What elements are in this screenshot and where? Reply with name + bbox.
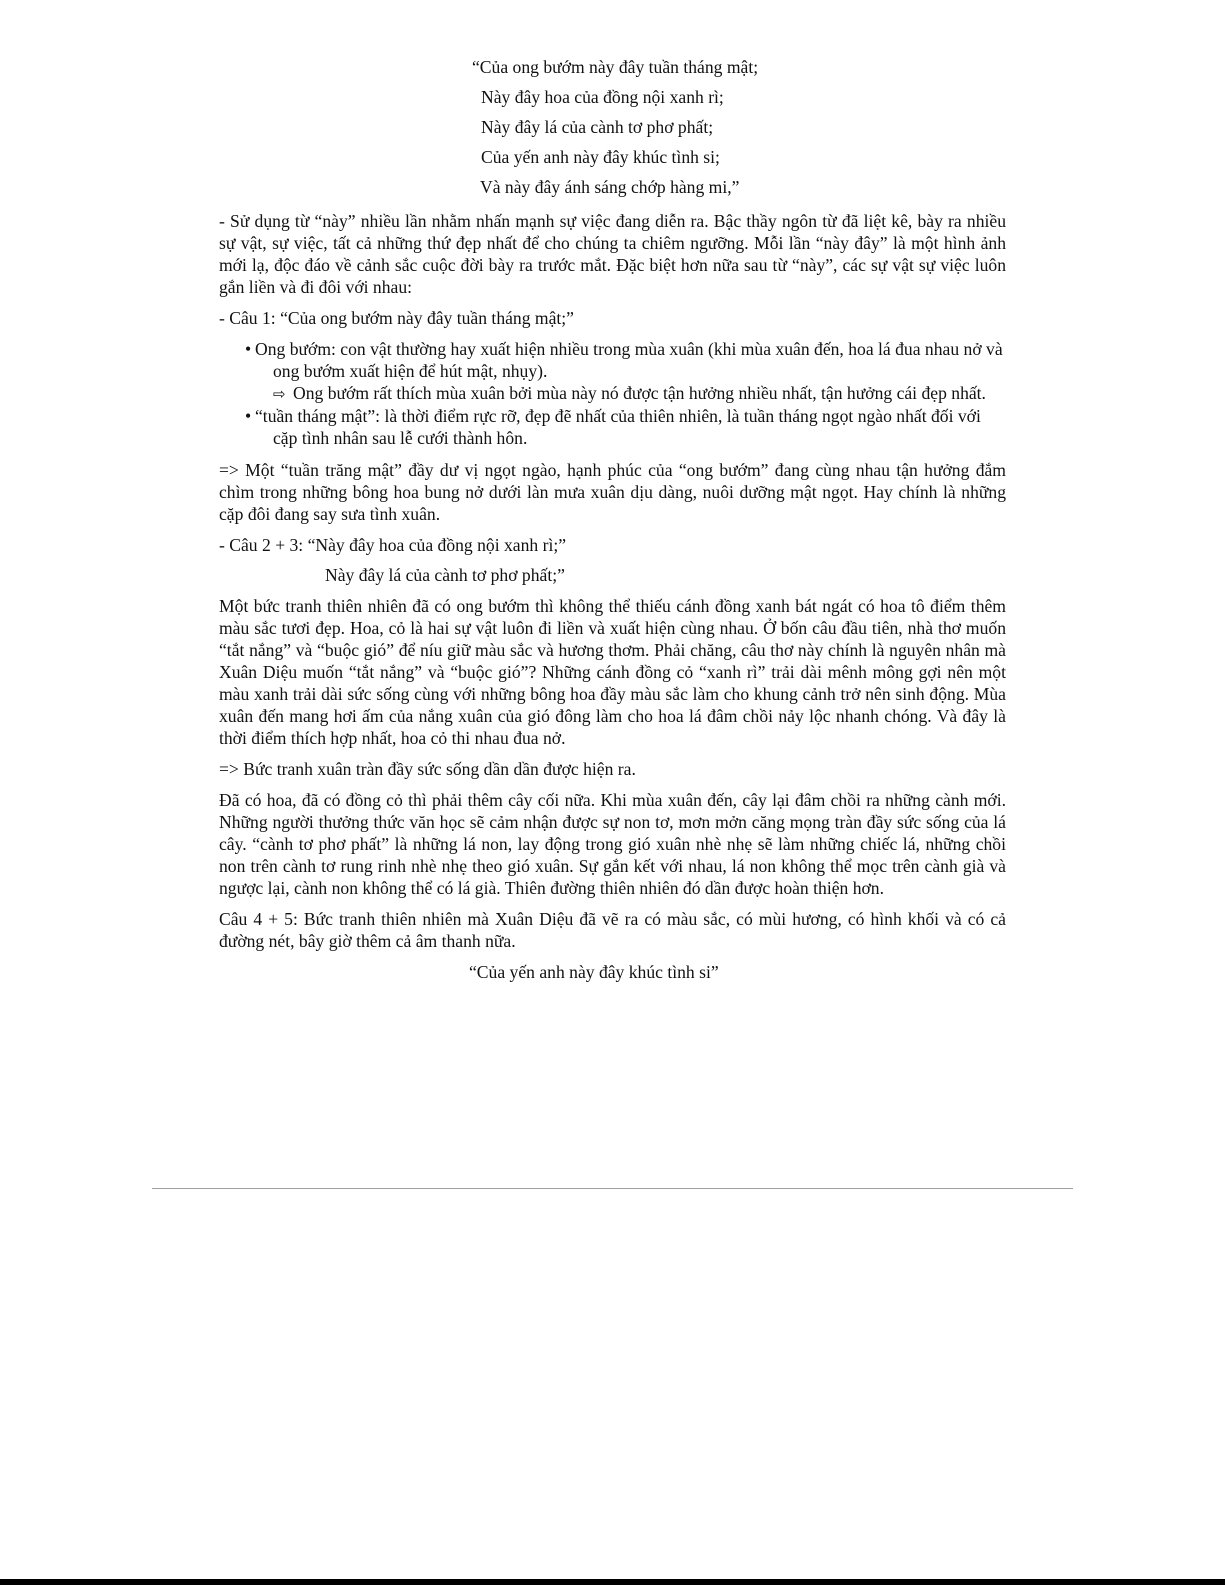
bullet-item	[245, 405, 1006, 449]
nature-picture-paragraph: Một bức tranh thiên nhiên đã có ong bướm thì không thể thiếu cánh đồng xanh bát ngát có hoa tô điểm thêm màu sắc tươi đẹp. Hoa, cỏ là hai sự vật luôn đi liền và xuất hiện cùng nhau. Ở bốn câu đầu tiên, nhà thơ muốn “tắt nắng” và “buộc gió” để níu giữ màu sắc và hương thơm. Phải chăng, câu thơ này chính là nguyên nhân mà Xuân Diệu muốn “tắt nắng” và “buộc gió”? Những cánh đồng cỏ “xanh rì” trải dài mênh mông gợi nên một màu xanh trải dài sức sống cùng với những bông hoa đầy màu sắc làm cho khung cảnh trở nên sinh động. Mùa xuân đến mang hơi ấm của nắng xuân của gió đông làm cho hoa lá đâm chồi nảy lộc nhanh chóng. Và đây là thời điểm thích hợp nhất, hoa cỏ thi nhau đua nở.	[219, 596, 1006, 748]
bullet-text: “tuần tháng mật”: là thời điểm rực rỡ, đẹp đẽ nhất của thiên nhiên, là tuần tháng ngọt ngào nhất đối với cặp tình nhân sau lễ cưới thành hôn.	[255, 406, 981, 448]
bullet-text: Ong bướm: con vật thường hay xuất hiện nhiều trong mùa xuân (khi mùa xuân đến, hoa lá đua nhau nở và ong bướm xuất hiện để hút mật, nhụy).	[255, 339, 1003, 381]
sub-bullet-text: Ong bướm rất thích mùa xuân bởi mùa này nó được tận hưởng nhiều nhất, tận hưởng cái đẹp nhất.	[293, 383, 986, 403]
poem-line: Này đây lá của cành tơ phơ phất;	[481, 117, 714, 137]
cau23-second-line: Này đây lá của cành tơ phơ phất;”	[325, 565, 565, 585]
poem-line: Của yến anh này đây khúc tình si;	[481, 147, 720, 167]
arrow-right-icon: ⇨	[273, 385, 286, 403]
page-divider	[152, 1188, 1073, 1189]
intro-paragraph: - Sử dụng từ “này” nhiều lần nhằm nhấn mạnh sự việc đang diễn ra. Bậc thầy ngôn từ đã liệt kê, bày ra nhiều sự vật, sự việc, tất cả những thứ đẹp nhất để cho chúng ta chiêm ngưỡng. Mỗi lần “này đây” là một hình ảnh mới lạ, độc đáo về cảnh sắc cuộc đời bày ra trước mắt. Đặc biệt hơn nữa sau từ “này”, các sự vật sự việc luôn gắn liền và đi đôi với nhau:	[219, 211, 1006, 297]
poem-excerpt	[219, 52, 1006, 202]
cau45-paragraph: Câu 4 + 5: Bức tranh thiên nhiên mà Xuân Diệu đã vẽ ra có màu sắc, có mùi hương, có hình khối và có cả đường nét, bây giờ thêm cả âm thanh nữa.	[219, 909, 1006, 951]
bullet-icon: •	[245, 339, 252, 359]
trees-paragraph: Đã có hoa, đã có đồng cỏ thì phải thêm cây cối nữa. Khi mùa xuân đến, cây lại đâm chồi ra những cành mới. Những người thưởng thức văn học sẽ cảm nhận được sự non tơ, mơn mởn căng mọng tràn đầy sức sống của lá cây. “cành tơ phơ phất” là những lá non, lay động trong gió xuân nhè nhẹ sẽ làm những chiếc lá, những chồi non trên cành tơ rung rinh nhè nhẹ theo gió xuân. Sự gắn kết với nhau, lá non không thể mọc trên cành già và ngược lại, cành non không thể có lá già. Thiên đường thiên nhiên đó dần được hoàn thiện hơn.	[219, 790, 1006, 898]
poem-line: Và này đây ánh sáng chớp hàng mi,”	[480, 177, 740, 197]
document-page	[219, 52, 1006, 992]
cau1-heading: - Câu 1: “Của ong bướm này đây tuần tháng mật;”	[219, 308, 574, 328]
cau23-heading: - Câu 2 + 3: “Này đây hoa của đồng nội xanh rì;”	[219, 535, 567, 555]
sub-bullet-item	[273, 382, 1006, 405]
result-paragraph: => Bức tranh xuân tràn đầy sức sống dần dần được hiện ra.	[219, 759, 636, 779]
poem-line: “Của ong bướm này đây tuần tháng mật;	[472, 57, 759, 77]
closing-quote: “Của yến anh này đây khúc tình si”	[469, 962, 719, 982]
bullet-icon: •	[245, 406, 252, 426]
bullet-item	[245, 338, 1006, 382]
bottom-edge-bar	[0, 1579, 1225, 1585]
poem-line: Này đây hoa của đồng nội xanh rì;	[481, 87, 724, 107]
honeymoon-paragraph: => Một “tuần trăng mật” đầy dư vị ngọt ngào, hạnh phúc của “ong bướm” đang cùng nhau tận hưởng đắm chìm trong những bông hoa bung nở dưới làn mưa xuân dịu dàng, nuôi dưỡng mật ngọt. Hay chính là những cặp đôi đang say sưa tình xuân.	[219, 460, 1006, 524]
